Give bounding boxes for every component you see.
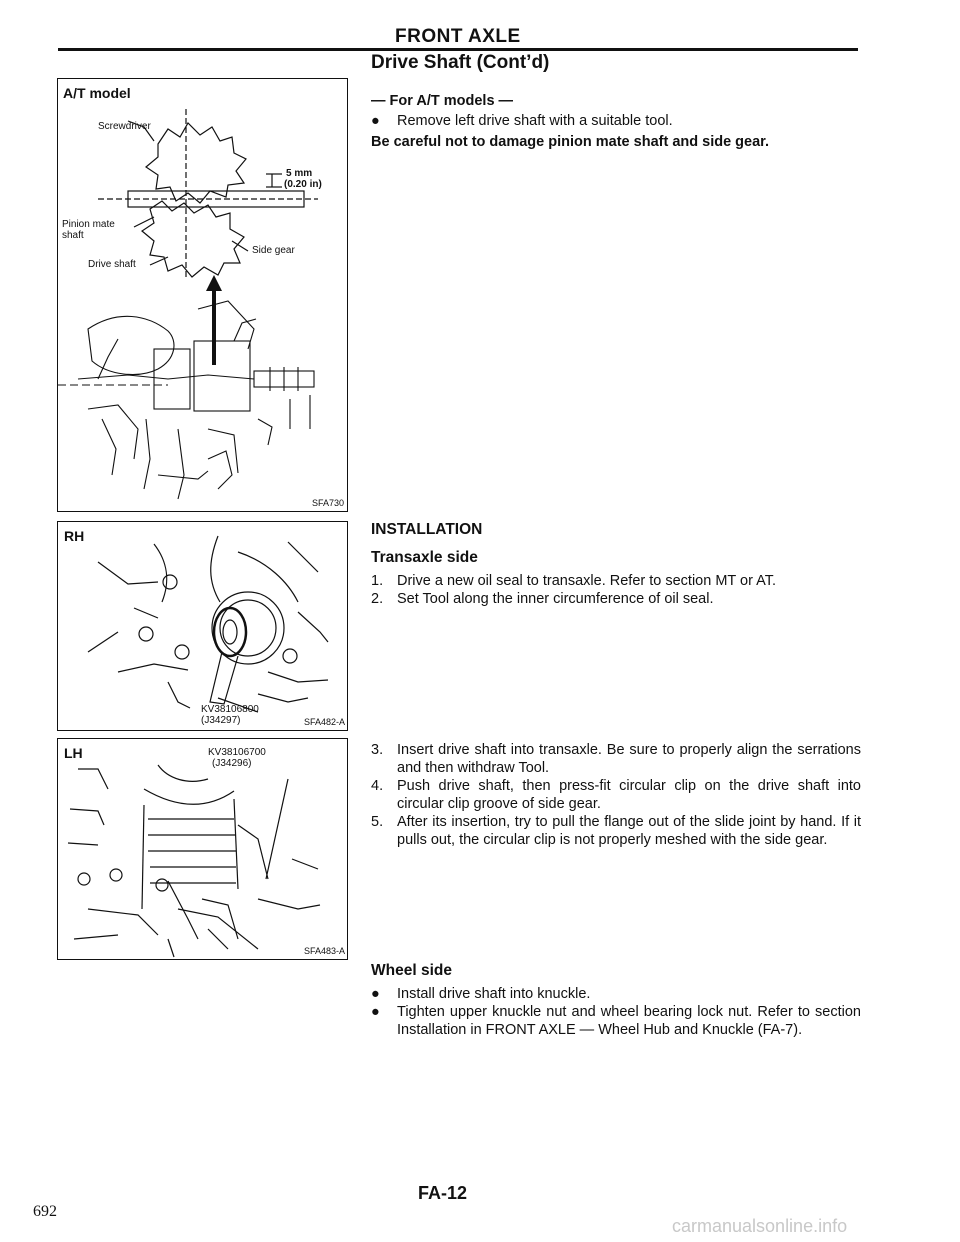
- figure-rh-illustration: [58, 522, 347, 730]
- list-item: ● Remove left drive shaft with a suitable tool.: [371, 113, 673, 129]
- list-item: 4. Push drive shaft, then press-fit circular clip on the drive shaft into circular clip groove of side gear.: [371, 778, 861, 812]
- wheel-side-title: Wheel side: [371, 962, 452, 979]
- callout-dimension-in: (0.20 in): [284, 179, 322, 190]
- watermark: carmanualsonline.info: [672, 1216, 848, 1236]
- bullet-icon: ●: [371, 113, 380, 129]
- figure-code: SFA730: [311, 498, 344, 508]
- caution-text: Be careful not to damage pinion mate shaft and side gear.: [371, 134, 770, 150]
- bullet-icon: ●: [371, 1004, 380, 1020]
- figure-at-model: [57, 78, 348, 512]
- callout-shaft: shaft: [62, 230, 84, 241]
- section-title: FRONT AXLE: [395, 26, 521, 47]
- list-item: ● Tighten upper knuckle nut and wheel bearing lock nut. Refer to section Installation in FRONT AXLE — Wheel Hub and Knuckle (FA-7).: [371, 1004, 861, 1038]
- header-rule: [58, 48, 858, 51]
- callout-drive-shaft: Drive shaft: [88, 259, 136, 270]
- list-item: 2. Set Tool along the inner circumference of oil seal.: [371, 591, 714, 607]
- list-item: ● Install drive shaft into knuckle.: [371, 986, 591, 1002]
- steps-list-continued: [371, 741, 861, 849]
- figure-lh-illustration: [58, 739, 347, 959]
- callout-screwdriver: Screwdriver: [98, 121, 151, 132]
- figure-code: SFA483-A: [303, 946, 345, 956]
- tool-number: KV38106800: [201, 704, 259, 715]
- folio-number: 692: [33, 1203, 57, 1220]
- callout-pinion-mate: Pinion mate: [62, 219, 115, 230]
- figure-code: SFA482-A: [303, 717, 345, 727]
- figure-rh: [57, 521, 348, 731]
- page-number: FA-12: [418, 1183, 468, 1203]
- figure-label: LH: [64, 745, 83, 761]
- list-item: 3. Insert drive shaft into transaxle. Be sure to properly align the serrations and then withdraw Tool.: [371, 742, 861, 776]
- tool-number-alt: (J34297): [201, 715, 241, 726]
- figure-at-model-illustration: [58, 79, 347, 511]
- callout-side-gear: Side gear: [252, 245, 295, 256]
- installation-block: [371, 521, 861, 608]
- installation-title: INSTALLATION: [371, 521, 483, 538]
- figure-label: A/T model: [63, 85, 131, 101]
- at-models-title: — For A/T models —: [371, 93, 514, 109]
- list-item: 5. After its insertion, try to pull the flange out of the slide joint by hand. If it pulls out, the circular clip is not properly meshed with the side gear.: [371, 814, 861, 848]
- page-subtitle: Drive Shaft (Cont’d): [371, 52, 550, 73]
- callout-dimension: 5 mm: [286, 168, 313, 179]
- at-models-block: [371, 92, 861, 151]
- list-item: 1. Drive a new oil seal to transaxle. Refer to section MT or AT.: [371, 573, 777, 589]
- transaxle-side-title: Transaxle side: [371, 549, 478, 566]
- tool-number: KV38106700: [208, 747, 266, 758]
- figure-lh: [57, 738, 348, 960]
- figure-label: RH: [64, 528, 85, 544]
- bullet-icon: ●: [371, 986, 380, 1002]
- steps-list: [371, 572, 861, 608]
- wheel-side-block: [371, 962, 861, 1039]
- tool-number-alt: (J34296): [212, 758, 252, 769]
